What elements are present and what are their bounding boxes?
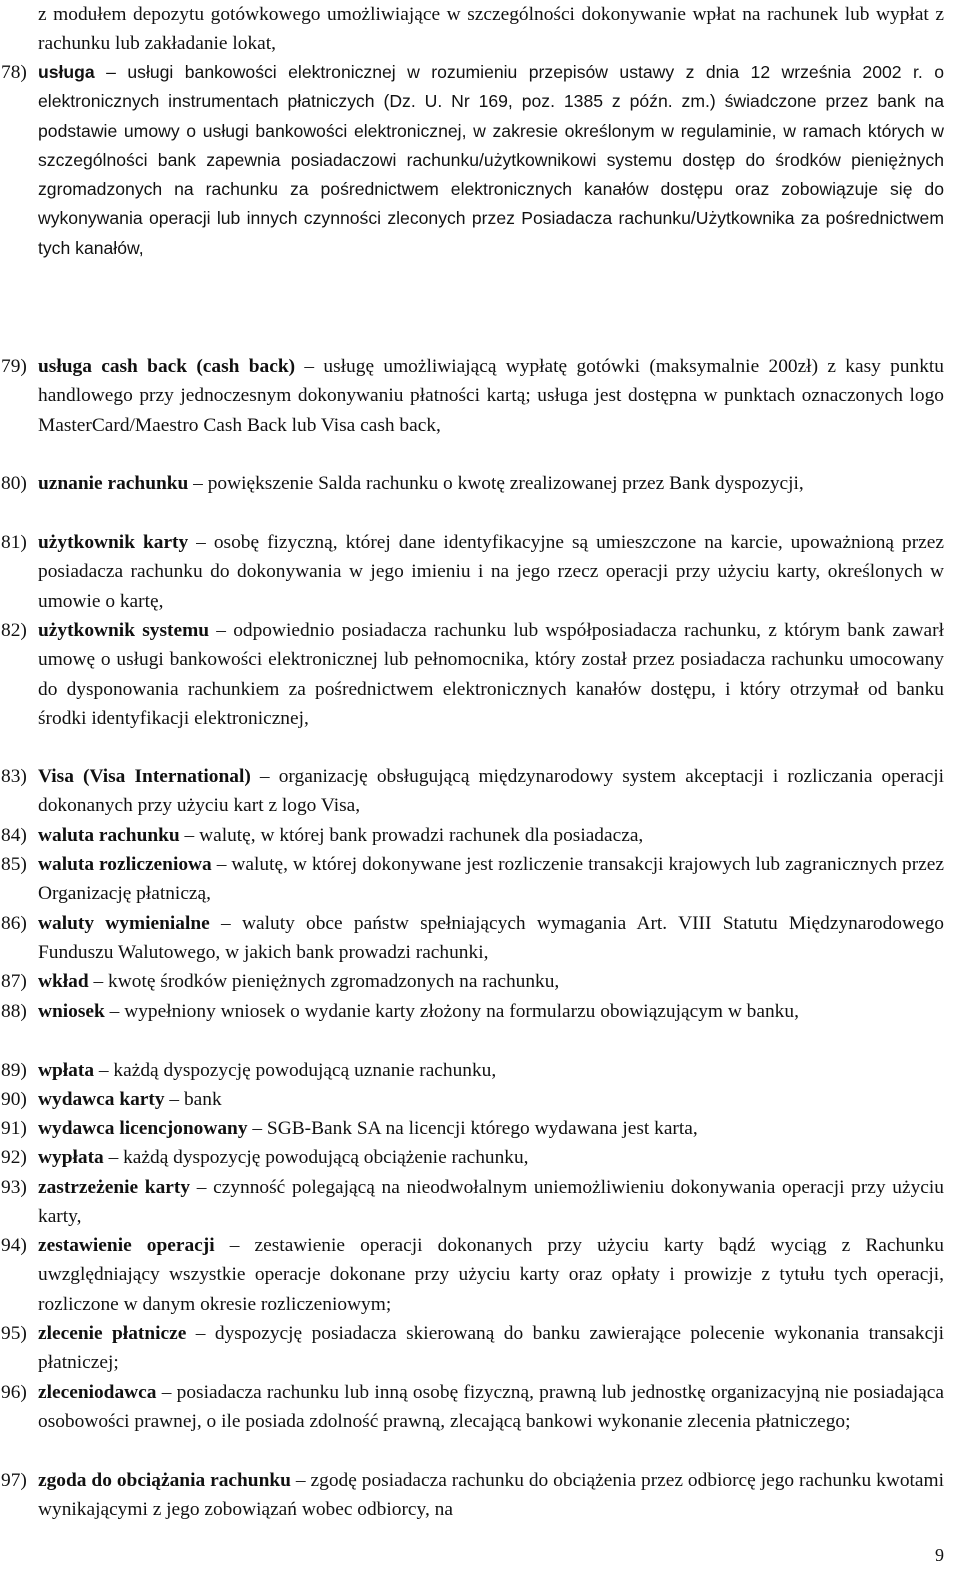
definition-body [38, 997, 944, 1026]
item-number: 78) [1, 62, 27, 83]
definition-term: zlecenie płatnicze [38, 1323, 187, 1344]
definition-text: – usługi bankowości elektronicznej w rozumieniu przepisów ustawy z dnia 12 września 2002 r. o elektronicznych instrumentach płatniczych (Dz. U. Nr 169, poz. 1385 z późn. zm.) świadczone przez bank na podstawie umowy o usługi bankowości elektronicznej, w zakresie określonym w regulaminie, w ramach których w szczególności bank zapewnia posiadaczowi rachunku/użytkownikowi systemu dostęp do środków pieniężnych zgromadzonych na rachunku za pośrednictwem elektronicznych kanałów dostępu oraz zobowiązuje się do wykonywania operacji lub innych czynności zleconych przez Posiadacza rachunku/Użytkownika za pośrednictwem tych kanałów, [38, 62, 944, 258]
definition-term: wkład [38, 971, 89, 992]
definition-body [38, 58, 944, 263]
intro-line-2: na rachunek lub wypłat z rachunku lub zakładanie lokat, [38, 4, 944, 55]
definition-body [38, 762, 944, 821]
definition-body [38, 1173, 944, 1232]
definition-item-95 [0, 1319, 944, 1378]
definition-item-96 [0, 1378, 944, 1437]
definition-body [38, 821, 944, 850]
definition-term: wydawca licencjonowany [38, 1118, 248, 1139]
definition-body [38, 528, 944, 616]
definition-text: – walutę, w której dokonywane jest rozliczenie transakcji krajowych lub zagranicznych przez Organizację płatniczą, [38, 854, 944, 905]
item-number: 94) [1, 1235, 27, 1256]
definition-item-91 [0, 1114, 944, 1143]
definition-text: – bank [164, 1089, 222, 1110]
definition-text: – usługę umożliwiającą wypłatę gotówki (maksymalnie 200zł) z kasy punktu handlowego przy jednoczesnym dokonywaniu płatności kartą; usługa jest dostępna w punktach oznaczonych logo MasterCard/Maestro Cash Back lub Visa cash back, [38, 356, 944, 436]
definition-body [38, 1143, 944, 1172]
definition-term: waluta rozliczeniowa [38, 854, 212, 875]
definition-item-93 [0, 1173, 944, 1232]
definition-item-89 [0, 1056, 944, 1085]
item-number: 93) [1, 1177, 27, 1198]
definition-item-88 [0, 997, 944, 1026]
definition-item-87 [0, 967, 944, 996]
definition-term: użytkownik karty [38, 532, 189, 553]
item-number: 80) [1, 473, 27, 494]
definition-body [38, 1056, 944, 1085]
item-number: 85) [1, 854, 27, 875]
definition-item-86 [0, 909, 944, 968]
definition-term: wydawca karty [38, 1089, 165, 1110]
definition-body [38, 1319, 944, 1378]
definition-item-97 [0, 1466, 944, 1525]
definition-term: zestawienie operacji [38, 1235, 215, 1256]
item-number: 81) [1, 532, 27, 553]
definition-body [38, 850, 944, 909]
definition-body [38, 967, 944, 996]
definition-term: usługa cash back (cash back) [38, 356, 296, 377]
definition-text: – kwotę środków pieniężnych zgromadzonych na rachunku, [88, 971, 560, 992]
item-number: 88) [1, 1001, 27, 1022]
definition-body [38, 1378, 944, 1437]
item-number: 97) [1, 1470, 27, 1491]
definition-term: wpłata [38, 1060, 95, 1081]
definition-text: – walutę, w której bank prowadzi rachunek dla posiadacza, [179, 825, 644, 846]
definition-text: – waluty obce państw spełniających wymagania Art. VIII Statutu Międzynarodowego Funduszu Walutowego, w jakich bank prowadzi rachunki, [38, 913, 944, 964]
definition-term: zleceniodawca [38, 1382, 157, 1403]
definition-term: uznanie rachunku [38, 473, 189, 494]
definition-item-81 [0, 528, 944, 616]
definition-text: – zestawienie operacji dokonanych przy użyciu karty bądź wyciąg z Rachunku uwzględniający wszystkie operacje dokonane przy użyciu karty oraz opłaty i prowizje z tytułu tych operacji, rozliczone w danym okresie rozliczeniowym; [38, 1235, 944, 1315]
definition-term: użytkownik systemu [38, 620, 210, 641]
intro-paragraph [38, 0, 944, 59]
definition-text: – każdą dyspozycję powodującą uznanie rachunku, [94, 1060, 497, 1081]
definition-term: zgoda do obciążania rachunku [38, 1470, 291, 1491]
definition-text: – powiększenie Salda rachunku o kwotę zrealizowanej przez Bank dyspozycji, [188, 473, 804, 494]
definition-term: zastrzeżenie karty [38, 1177, 191, 1198]
definition-item-92 [0, 1143, 944, 1172]
definition-item-79 [0, 352, 944, 440]
item-number: 83) [1, 766, 27, 787]
definition-item-83 [0, 762, 944, 821]
definition-body [38, 1231, 944, 1319]
page-number: 9 [935, 1545, 944, 1565]
item-number: 91) [1, 1118, 27, 1139]
definition-text: – osobę fizyczną, której dane identyfikacyjne są umieszczone na karcie, upoważnioną przez posiadacza rachunku do dokonywania w jego imieniu i na jego rzecz operacji przy użyciu karty, określonych w umowie o kartę, [38, 532, 944, 612]
definition-text: – czynność polegającą na nieodwołalnym uniemożliwieniu dokonywania operacji przy użyciu karty, [38, 1177, 944, 1228]
definition-body [38, 1085, 944, 1114]
item-number: 96) [1, 1382, 27, 1403]
definition-body [38, 352, 944, 440]
definition-text: – organizację obsługującą międzynarodowy system akceptacji i rozliczania operacji dokonanych przy użyciu kart z logo Visa, [38, 766, 944, 817]
intro-line-1: z modułem depozytu gotówkowego umożliwiające w szczególności dokonywanie wpłat [38, 4, 736, 25]
definition-text: – dyspozycję posiadacza skierowaną do banku zawierające polecenie wykonania transakcji płatniczej; [38, 1323, 944, 1374]
definition-text: – odpowiednio posiadacza rachunku lub współposiadacza rachunku, z którym bank zawarł umowę o usługi bankowości elektronicznej lub pełnomocnika, który został przez posiadacza rachunku umocowany do dysponowania rachunkiem za pośrednictwem elektronicznych kanałów dostępu, i który otrzymał od banku środki identyfikacji elektronicznej, [38, 620, 944, 729]
item-number: 87) [1, 971, 27, 992]
definition-term: usługa [38, 62, 95, 82]
definition-body [38, 1114, 944, 1143]
definition-item-80 [0, 469, 944, 498]
definition-body [38, 469, 944, 498]
item-number: 90) [1, 1089, 27, 1110]
definition-body [38, 1466, 944, 1525]
definition-term: wniosek [38, 1001, 105, 1022]
definition-text: – zgodę posiadacza rachunku do obciążenia przez odbiorcę jego rachunku kwotami wynikającymi z jego zobowiązań wobec odbiorcy, na [38, 1470, 944, 1521]
definition-term: wypłata [38, 1147, 104, 1168]
definition-text: – posiadacza rachunku lub inną osobę fizyczną, prawną lub jednostkę organizacyjną nie posiadająca osobowości prawnej, o ile posiada zdolność prawną, zlecającą bankowi wykonanie zlecenia płatniczego; [38, 1382, 944, 1433]
definition-body [38, 909, 944, 968]
definition-item-94 [0, 1231, 944, 1319]
item-number: 84) [1, 825, 27, 846]
definition-term: Visa (Visa International) [38, 766, 251, 787]
definition-item-85 [0, 850, 944, 909]
item-number: 92) [1, 1147, 27, 1168]
definition-item-78 [0, 58, 944, 263]
item-number: 89) [1, 1060, 27, 1081]
definition-text: – wypełniony wniosek o wydanie karty złożony na formularzu obowiązującym w banku, [104, 1001, 799, 1022]
definition-item-82 [0, 616, 944, 733]
definition-term: waluty wymienialne [38, 913, 210, 934]
definition-text: – SGB-Bank SA na licencji którego wydawana jest karta, [247, 1118, 698, 1139]
definition-body [38, 616, 944, 733]
definition-term: waluta rachunku [38, 825, 180, 846]
definition-item-90 [0, 1085, 944, 1114]
item-number: 82) [1, 620, 27, 641]
definition-item-84 [0, 821, 944, 850]
item-number: 79) [1, 356, 27, 377]
item-number: 95) [1, 1323, 27, 1344]
definition-text: – każdą dyspozycję powodującą obciążenie rachunku, [103, 1147, 529, 1168]
item-number: 86) [1, 913, 27, 934]
